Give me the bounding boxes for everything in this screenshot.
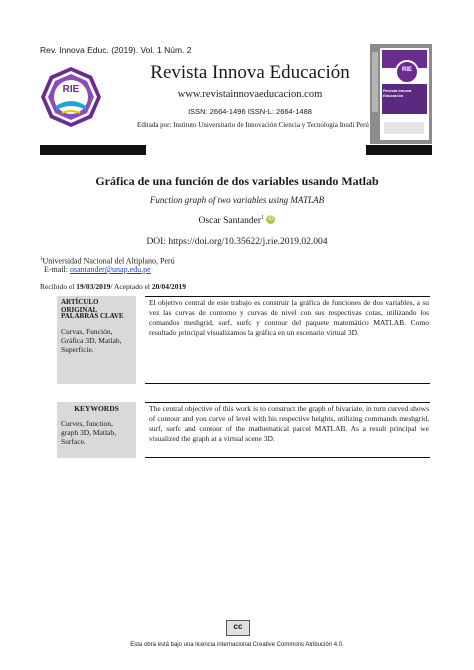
cover-title: Revista Innova Educación: [383, 88, 412, 98]
english-keywords-box: [57, 402, 136, 458]
journal-logo-text: RIE: [62, 84, 80, 95]
orcid-icon[interactable]: iD: [268, 216, 274, 223]
english-box-bottom-rule: [145, 457, 430, 458]
spanish-box-bottom-rule: [145, 383, 430, 384]
author-sup: 1: [261, 215, 265, 221]
dates-line: [40, 282, 186, 291]
cover-logo-text: RIE: [401, 67, 412, 73]
article-title: Gráfica de una función de dos variables usando Matlab: [95, 174, 379, 188]
affiliation-sup: 1: [40, 257, 43, 262]
journal-name: Revista Innova Educación: [150, 62, 350, 83]
license-text: Esta obra está bajo una licencia internacional Creative Commons Atribución 4.0.: [130, 642, 344, 648]
running-head: Rev. Innova Educ. (2019). Vol. 1 Núm. 2: [40, 45, 192, 55]
email-link[interactable]: osantander@unap.edu.pe: [70, 265, 151, 274]
journal-logo-icon: [40, 66, 102, 128]
cover-bottom-logos: [384, 122, 424, 134]
header-divider-gap: [146, 145, 366, 155]
email-label: E-mail:: [44, 265, 70, 274]
spanish-box-top-rule: [145, 296, 430, 297]
email-line: [44, 265, 151, 274]
english-keywords: Curves, function, graph 3D, Matlab, Surface.: [61, 419, 116, 446]
accepted-label: / Aceptado el: [110, 282, 152, 291]
author-name: Oscar Santander: [198, 216, 262, 227]
received-date: 19/03/2019: [76, 282, 111, 291]
author-line: [0, 215, 474, 226]
english-keywords-label: KEYWORDS: [74, 404, 119, 413]
spanish-keywords-label: PALABRAS CLAVE: [61, 312, 124, 320]
section-label: ARTÍCULO ORIGINAL: [61, 298, 99, 314]
cover-side-strip: [372, 52, 378, 112]
accepted-date: 20/04/2019: [151, 282, 187, 291]
journal-url[interactable]: www.revistainnovaeducacion.com: [177, 89, 323, 100]
cc-icon: cc: [233, 622, 243, 631]
english-abstract: The central objective of this work is to construct the graph of bivariate, in turn curved shows of contour and you curve of level with his respective heights, utilizing commands meshgrid, surf, surfc and contour of the mathematical parcel MATLAB. As a result principal we visualized the graph at a virtual scene 3D.: [149, 404, 429, 443]
spanish-keywords: Curvas, Función, Gráfica 3D, Matlab, Superficie.: [61, 327, 122, 354]
affiliation-text: Universidad Nacional del Altiplano, Perú: [42, 256, 175, 266]
article-subtitle: Function graph of two variables using MATLAB: [149, 195, 325, 205]
cc-license-badge[interactable]: [226, 620, 250, 636]
journal-issn: ISSN: 2664-1496 ISSN-L: 2664-1488: [188, 107, 312, 116]
journal-logo: [40, 66, 102, 128]
spanish-abstract: El objetivo central de este trabajo es construir la gráfica de funciones de dos variables, a su vez las curvas de contorno y curvas de nivel con sus respectivas cotas, utilizando los comandos meshgrid, surf, surfc y contour del paquete matemático MATLAB. Como resultado principal visualizamos la gráfica en un escenario virtual 3D.: [149, 298, 429, 337]
doi-link[interactable]: DOI: https://doi.org/10.35622/j.rie.2019.02.004: [146, 237, 328, 247]
cover-thumbnail: [370, 44, 432, 144]
journal-publisher: Editada por: Instituto Universitario de Innovación Ciencia y Tecnología Inudi Perú: [137, 121, 369, 129]
cover-logo: [395, 60, 419, 84]
english-box-top-rule: [145, 402, 430, 403]
spanish-keywords-box: [57, 296, 136, 384]
received-label: Recibido el: [40, 282, 77, 291]
